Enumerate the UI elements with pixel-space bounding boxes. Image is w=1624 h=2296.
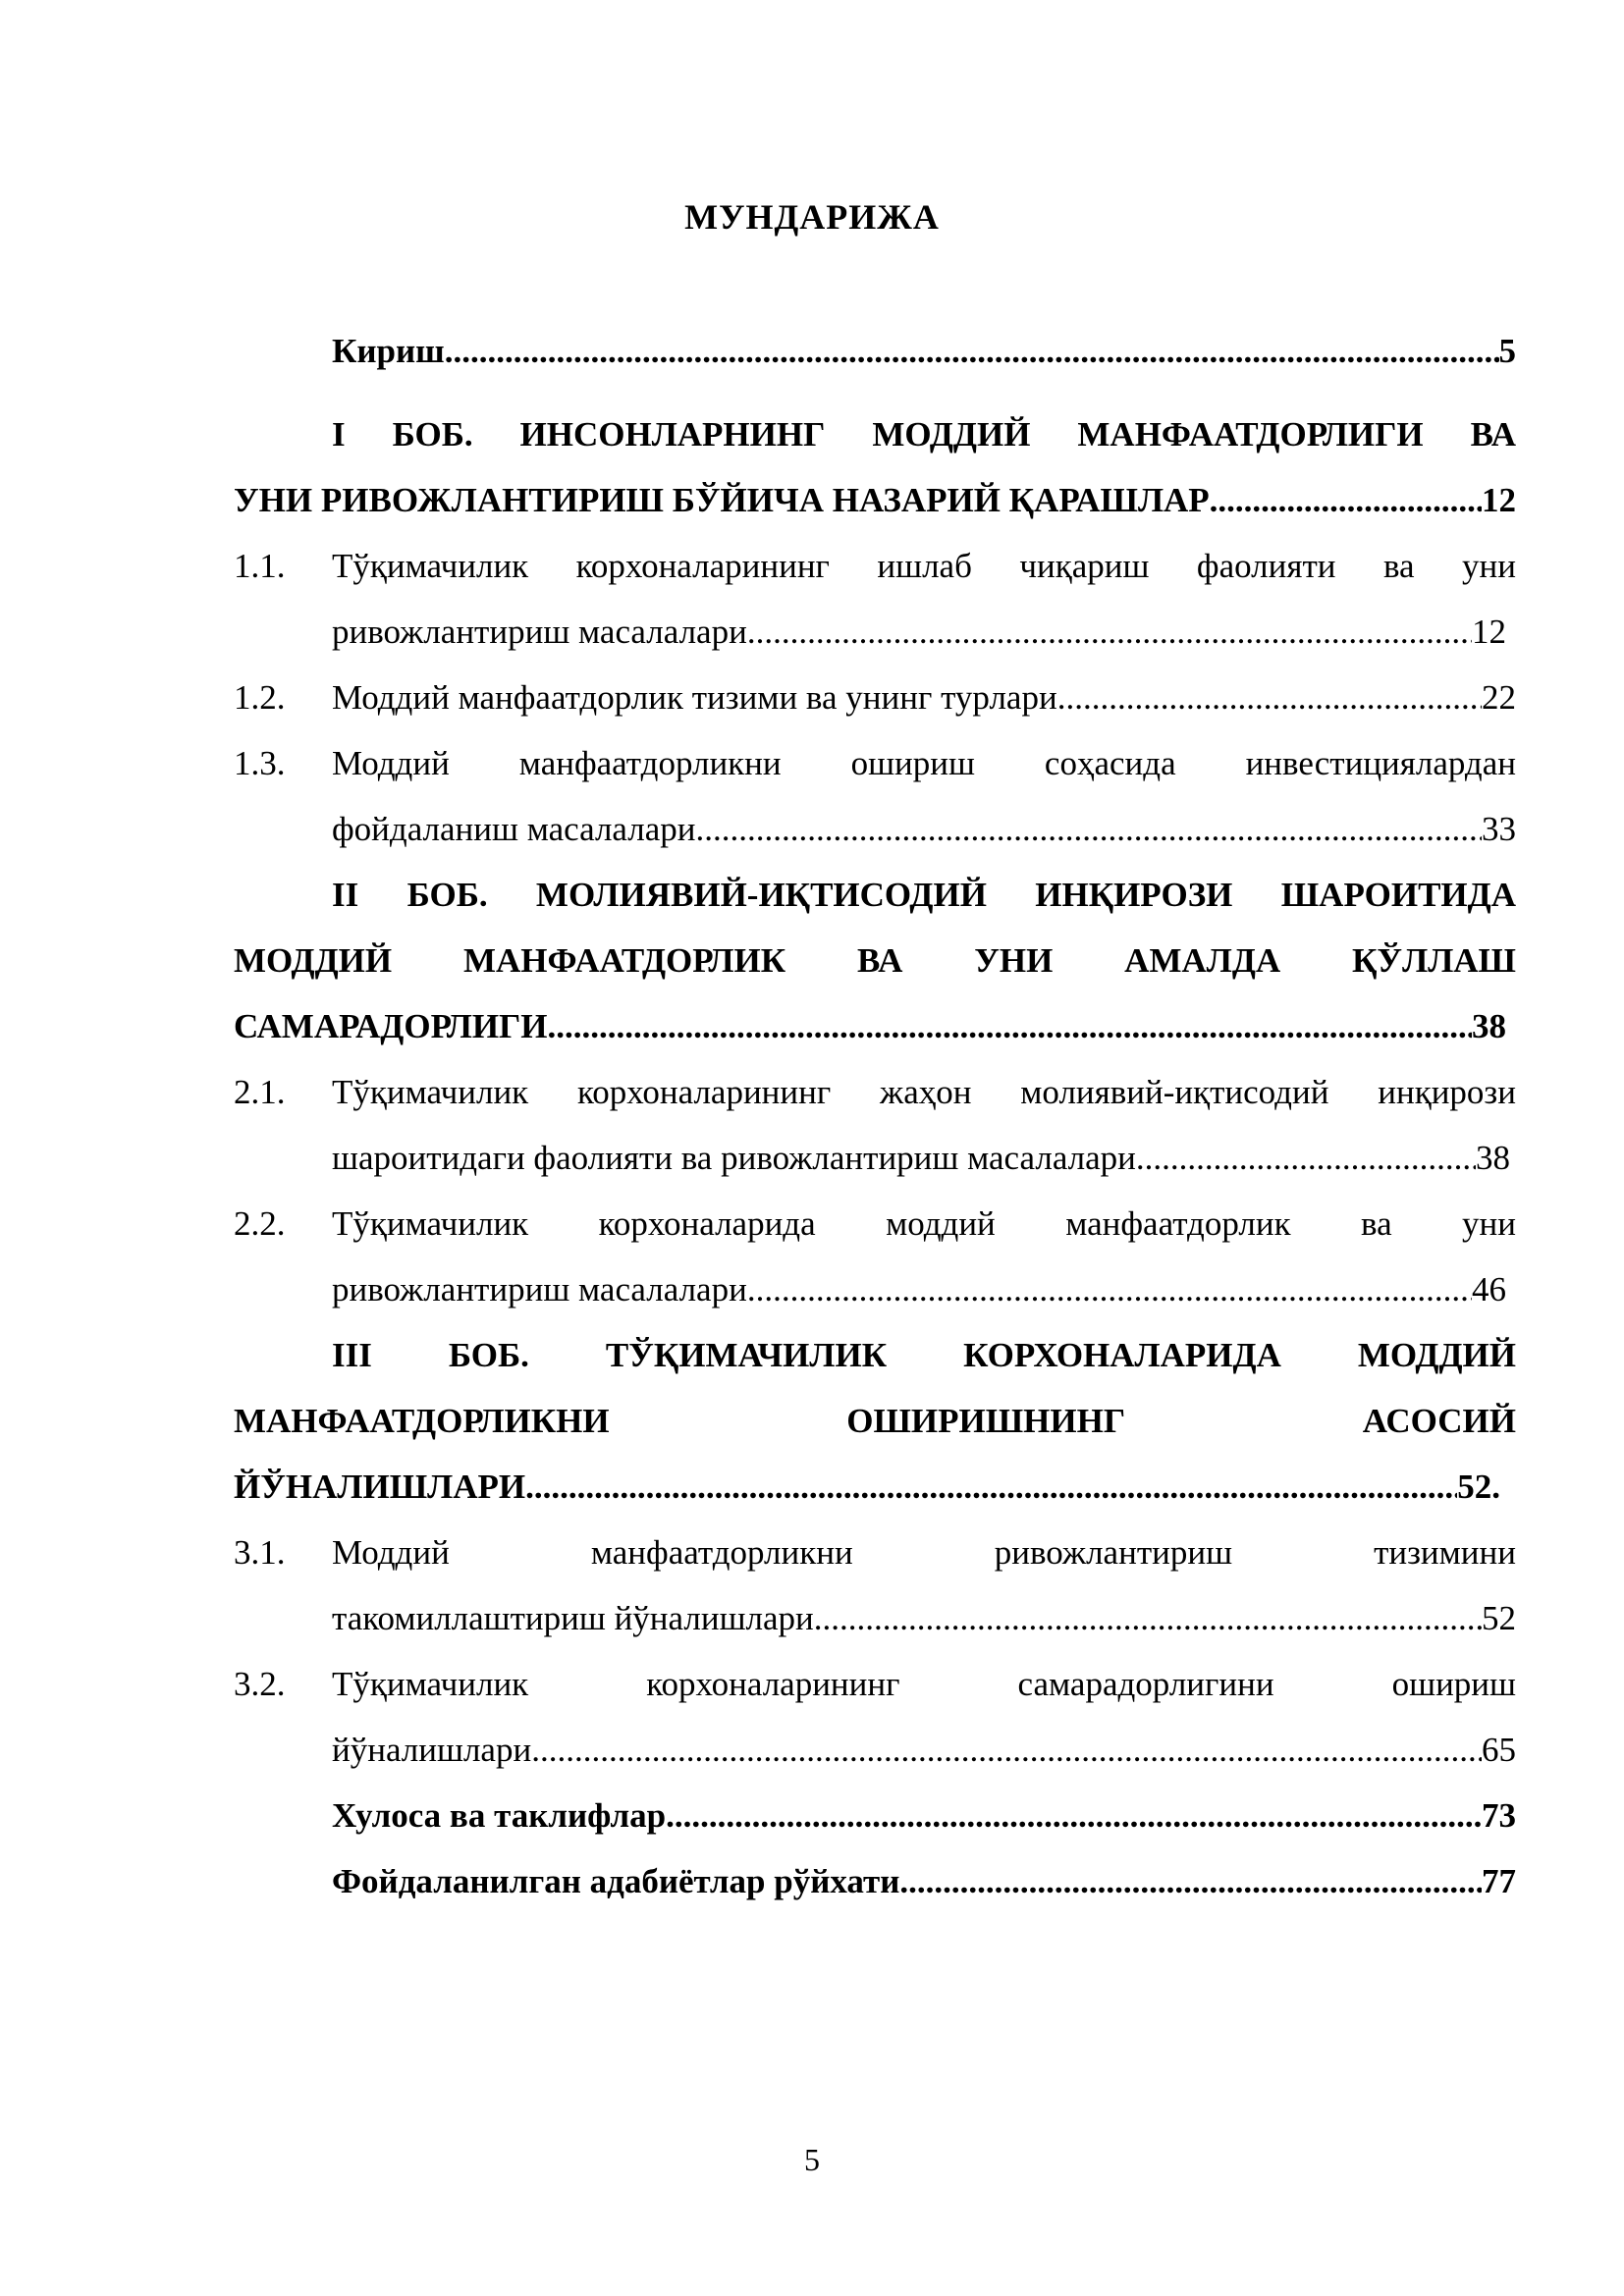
toc-section-number: 2.1.	[234, 1073, 286, 1111]
dot-leader	[1210, 476, 1482, 525]
toc-entry-text: такомиллаштириш йўналишлари	[332, 1599, 814, 1637]
dot-leader	[1057, 673, 1482, 722]
toc-entry-text: УНИ РИВОЖЛАНТИРИШ БЎЙИЧА НАЗАРИЙ ҚАРАШЛАР	[234, 481, 1210, 519]
toc-chapter3-line2: МАНФААТДОРЛИКНИ ОШИРИШНИНГ АСОСИЙ	[234, 1402, 1516, 1440]
toc-entry-text: ЙЎНАЛИШЛАРИ	[234, 1468, 526, 1506]
dot-leader	[1136, 1134, 1476, 1183]
toc-entry-page: 38	[1476, 1139, 1510, 1177]
toc-chapter3-line3	[234, 1463, 1500, 1512]
dot-leader	[696, 805, 1482, 854]
toc-chapter2-line2: МОДДИЙ МАНФААТДОРЛИК ВА УНИ АМАЛДА ҚЎЛЛАШ	[234, 941, 1516, 980]
toc-entry-text: Фойдаланилган адабиётлар рўйхати	[332, 1862, 900, 1900]
toc-entry-text: шароитидаги фаолияти ва ривожлантириш масалалари	[332, 1139, 1136, 1177]
page-number: 5	[804, 2142, 820, 2177]
dot-leader	[814, 1594, 1482, 1643]
toc-entry-text: Хулоса ва таклифлар	[332, 1796, 667, 1835]
toc-entry-text: фойдаланиш масалалари	[332, 810, 696, 848]
toc-entry-page: 38	[1472, 1007, 1506, 1045]
toc-section-number: 2.2.	[234, 1204, 286, 1243]
toc-chapter2-line1: II БОБ. МОЛИЯВИЙ-ИҚТИСОДИЙ ИНҚИРОЗИ ШАРОИТИДА	[332, 876, 1516, 914]
toc-section-3-1-line2	[332, 1594, 1516, 1643]
toc-entry-text: ривожлантириш масалалари	[332, 613, 747, 651]
toc-section-1-1-line2	[332, 608, 1506, 657]
toc-entry-page: 65	[1482, 1731, 1516, 1769]
toc-section-2-2-line2	[332, 1265, 1506, 1314]
toc-entry-text: ривожлантириш масалалари	[332, 1270, 747, 1308]
toc-section-number: 1.1.	[234, 547, 286, 585]
toc-section-number: 3.1.	[234, 1533, 286, 1572]
toc-entry-page: 33	[1482, 810, 1516, 848]
dot-leader	[531, 1726, 1482, 1775]
toc-entry-references	[332, 1857, 1516, 1906]
dot-leader	[548, 1002, 1472, 1051]
toc-section-number: 1.3.	[234, 744, 286, 782]
toc-title: МУНДАРИЖА	[684, 197, 940, 237]
dot-leader	[445, 327, 1499, 376]
toc-section-2-1-line2	[332, 1134, 1510, 1183]
toc-entry-text: Кириш	[332, 332, 445, 370]
toc-section-2-1-line1: Тўқимачилик корхоналарининг жаҳон молиявий-иқтисодий инқирози	[332, 1073, 1516, 1111]
toc-entry-page: 46	[1472, 1270, 1506, 1308]
toc-section-1-1-line1: Тўқимачилик корхоналарининг ишлаб чиқариш фаолияти ва уни	[332, 547, 1516, 585]
toc-entry-text: САМАРАДОРЛИГИ	[234, 1007, 548, 1045]
toc-entry-page: 5	[1498, 332, 1516, 370]
toc-chapter1-line2	[234, 476, 1516, 525]
toc-section-number: 3.2.	[234, 1665, 286, 1703]
dot-leader	[525, 1463, 1457, 1512]
toc-entry-page: 12	[1472, 613, 1506, 651]
dot-leader	[666, 1791, 1482, 1841]
dot-leader	[747, 608, 1472, 657]
toc-entry-conclusion	[332, 1791, 1516, 1841]
toc-section-1-2	[332, 673, 1516, 722]
toc-entry-page: 77	[1482, 1862, 1516, 1900]
dot-leader	[747, 1265, 1472, 1314]
toc-section-3-1-line1: Моддий манфаатдорликни ривожлантириш тизимини	[332, 1533, 1516, 1572]
toc-section-2-2-line1: Тўқимачилик корхоналарида моддий манфаатдорлик ва уни	[332, 1204, 1516, 1243]
toc-entry-intro	[332, 327, 1516, 376]
toc-section-1-3-line2	[332, 805, 1516, 854]
toc-chapter3-line1: III БОБ. ТЎҚИМАЧИЛИК КОРХОНАЛАРИДА МОДДИЙ	[332, 1336, 1516, 1374]
toc-entry-page: 52.	[1457, 1468, 1500, 1506]
toc-entry-page: 12	[1482, 481, 1516, 519]
toc-entry-text: йўналишлари	[332, 1731, 532, 1769]
dot-leader	[899, 1857, 1482, 1906]
toc-section-1-3-line1: Моддий манфаатдорликни ошириш соҳасида инвестициялардан	[332, 744, 1516, 782]
toc-chapter1-line1: I БОБ. ИНСОНЛАРНИНГ МОДДИЙ МАНФААТДОРЛИГИ ВА	[332, 415, 1516, 454]
toc-entry-page: 73	[1482, 1796, 1516, 1835]
toc-entry-page: 22	[1482, 678, 1516, 717]
toc-section-3-2-line1: Тўқимачилик корхоналарининг самарадорлигини ошириш	[332, 1665, 1516, 1703]
toc-entry-text: Моддий манфаатдорлик тизими ва унинг турлари	[332, 678, 1057, 717]
toc-section-number: 1.2.	[234, 678, 286, 717]
toc-entry-page: 52	[1482, 1599, 1516, 1637]
toc-section-3-2-line2	[332, 1726, 1516, 1775]
toc-chapter2-line3	[234, 1002, 1506, 1051]
